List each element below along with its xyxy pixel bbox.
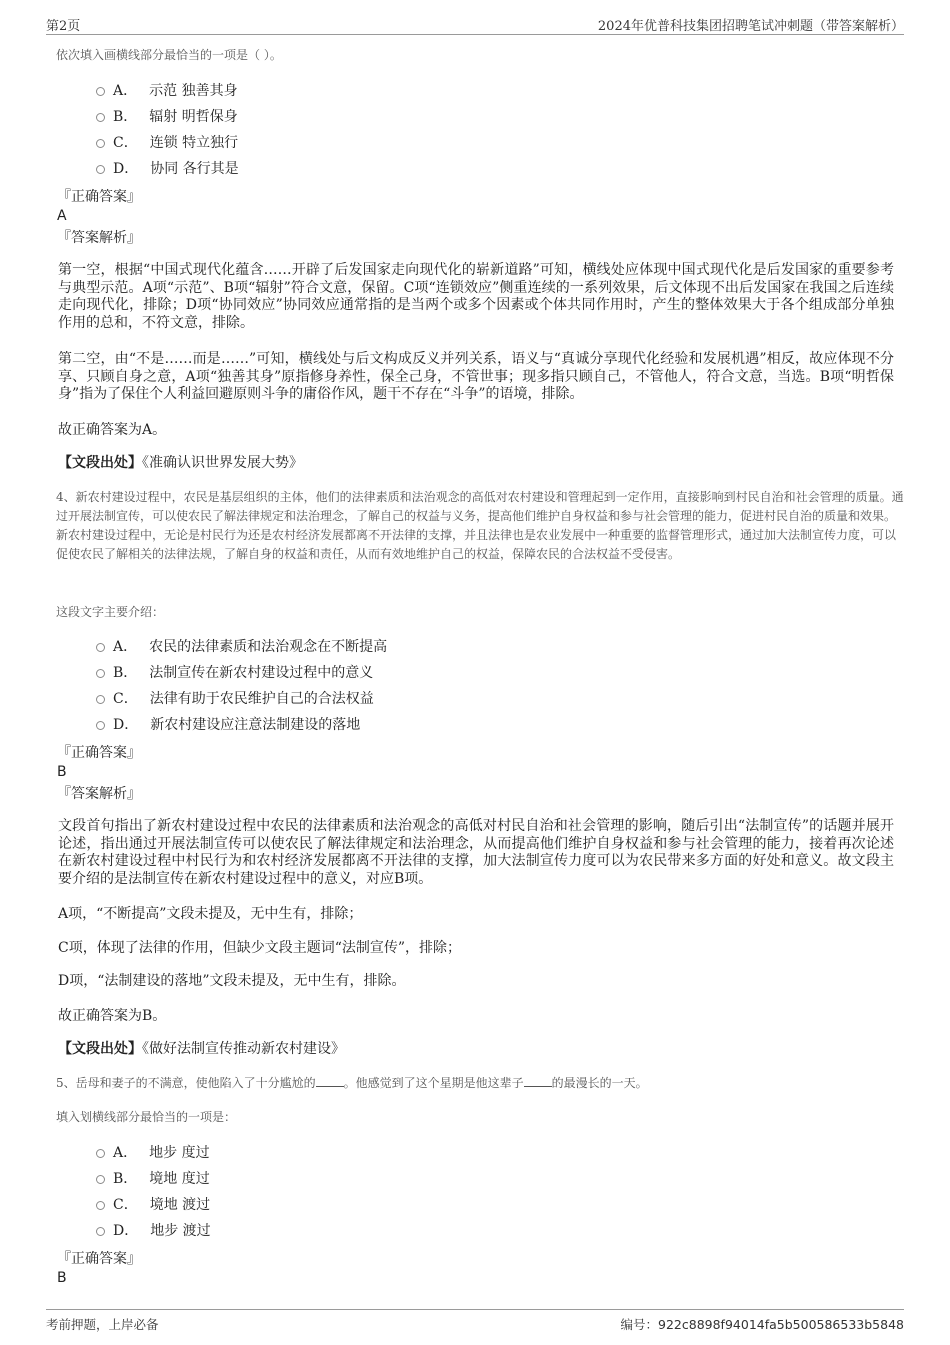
option-text: 协同 各行其是 xyxy=(150,161,239,177)
source-title: 《准确认识世界发展大势》 xyxy=(142,455,303,471)
option-key: B． xyxy=(113,109,138,125)
q5-option-d[interactable] xyxy=(96,1221,211,1241)
q5-prompt: 填入划横线部分最恰当的一项是： xyxy=(56,1110,237,1124)
option-key: C． xyxy=(113,691,138,707)
page-footer xyxy=(46,1309,904,1332)
q4-analysis-paragraph: A项，“不断提高”文段未提及，无中生有，排除； xyxy=(58,906,363,922)
radio-icon[interactable] xyxy=(96,1175,105,1184)
q4-analysis-paragraph: D项，“法制建设的落地”文段未提及，无中生有，排除。 xyxy=(58,973,406,989)
option-key: A． xyxy=(113,1145,138,1161)
q4-prompt: 这段文字主要介绍： xyxy=(56,605,165,619)
radio-icon[interactable] xyxy=(96,643,105,652)
radio-icon[interactable] xyxy=(96,1201,105,1210)
option-key: C． xyxy=(113,135,138,151)
q3-option-c[interactable] xyxy=(96,133,238,153)
passage-text: 的最漫长的一天。 xyxy=(551,1076,648,1090)
q3-option-a[interactable] xyxy=(96,81,238,101)
q4-analysis-paragraph: 文段首句指出了新农村建设过程中农民的法律素质和法治观念的高低对村民自治和社会管理的影响，随后引出“法制宣传”的话题并展开论述，指出通过开展法制宣传可以使农民了解法律规定和法治理念，从而提高他们维护自身权益和参与社会管理的能力，接着再次论述在新农村建设过程中村民行为和农村经济发展都离不开法律的支撑，加大法制宣传力度可以为农民带来多方面的好处和意义。故文段主要介绍的是法制宣传在新农村建设过程中的意义，对应B项。 xyxy=(58,818,894,887)
q3-analysis-label: 『答案解析』 xyxy=(57,230,141,246)
page-number: 第2页 xyxy=(46,19,81,34)
q3-analysis-paragraph: 第二空，由“不是……而是……”可知，横线处与后文构成反义并列关系，语义与“真诚分享现代化经验和发展机遇”相反，故应体现不分享、只顾自身之意，A项“独善其身”原指修身养性，保全己身，不管世事；现多指只顾自己，不管他人，符合文意，当选。B项“明哲保身”指为了保住个人利益回避原则斗争的庸俗作风，题干不存在“斗争”的语境，排除。 xyxy=(58,351,894,402)
q3-prompt: 依次填入画横线部分最恰当的一项是（ ）。 xyxy=(56,48,282,62)
option-text: 法律有助于农民维护自己的合法权益 xyxy=(149,691,374,707)
q4-analysis-label: 『答案解析』 xyxy=(57,786,141,802)
q5-option-c[interactable] xyxy=(96,1195,210,1215)
q3-conclusion: 故正确答案为A。 xyxy=(58,422,167,438)
q3-option-b[interactable] xyxy=(96,107,238,127)
question-number: 5、 xyxy=(56,1076,76,1090)
passage-text: 。他感觉到了这个星期是他这辈子 xyxy=(343,1076,524,1090)
q4-option-a[interactable] xyxy=(96,637,387,657)
radio-icon[interactable] xyxy=(96,87,105,96)
q4-answer: B xyxy=(57,764,67,780)
serial-label: 编号： xyxy=(620,1317,659,1332)
radio-icon[interactable] xyxy=(96,1149,105,1158)
q5-answer-label: 『正确答案』 xyxy=(57,1251,141,1267)
footer-slogan: 考前押题，上岸必备 xyxy=(46,1317,159,1332)
option-text: 农民的法律素质和法治观念在不断提高 xyxy=(149,639,388,655)
option-key: C． xyxy=(113,1197,138,1213)
option-key: A． xyxy=(113,639,138,655)
q4-option-c[interactable] xyxy=(96,689,374,709)
option-text: 连锁 特立独行 xyxy=(149,135,239,151)
option-text: 法制宣传在新农村建设过程中的意义 xyxy=(149,665,374,681)
q4-option-b[interactable] xyxy=(96,663,373,683)
option-key: D． xyxy=(113,161,139,177)
passage-text: 岳母和妻子的不满意，使他陷入了十分尴尬的 xyxy=(75,1076,316,1090)
radio-icon[interactable] xyxy=(96,165,105,174)
document-serial xyxy=(621,1315,905,1333)
q4-conclusion: 故正确答案为B。 xyxy=(58,1008,167,1024)
q4-passage xyxy=(56,488,904,564)
option-key: B． xyxy=(113,1171,138,1187)
page-header xyxy=(46,14,904,35)
serial-number: 922c8898f94014fa5b500586533b5848 xyxy=(658,1317,904,1332)
radio-icon[interactable] xyxy=(96,113,105,122)
option-text: 新农村建设应注意法制建设的落地 xyxy=(150,717,361,733)
option-key: D． xyxy=(113,1223,139,1239)
q5-passage xyxy=(56,1074,648,1093)
q5-option-b[interactable] xyxy=(96,1169,210,1189)
option-key: A． xyxy=(113,83,138,99)
radio-icon[interactable] xyxy=(96,139,105,148)
q3-source xyxy=(58,453,303,473)
q5-option-a[interactable] xyxy=(96,1143,210,1163)
option-text: 示范 独善其身 xyxy=(149,83,238,99)
q5-answer: B xyxy=(57,1270,67,1286)
option-text: 地步 渡过 xyxy=(150,1223,211,1239)
option-text: 境地 渡过 xyxy=(149,1197,211,1213)
document-title: 2024年优普科技集团招聘笔试冲刺题（带答案解析） xyxy=(597,19,904,34)
radio-icon[interactable] xyxy=(96,721,105,730)
question-number: 4、 xyxy=(56,490,76,504)
option-key: D． xyxy=(113,717,139,733)
option-text: 境地 度过 xyxy=(149,1171,210,1187)
q3-answer: A xyxy=(57,208,67,224)
radio-icon[interactable] xyxy=(96,1227,105,1236)
q4-option-d[interactable] xyxy=(96,715,360,735)
passage-text: 新农村建设过程中，农民是基层组织的主体，他们的法律素质和法治观念的高低对农村建设和管理起到一定作用，直接影响到村民自治和社会管理的质量。通过开展法制宣传，可以使农民了解法律规定和法治理念，了解自己的权益与义务，提高他们维护自身权益和参与社会管理的能力，促进村民自治的质量和效果。新农村建设过程中，无论是村民行为还是农村经济发展都离不开法律的支撑，并且法律也是农业发展中一种重要的监督管理形式，通过加大法制宣传力度，可以促使农民了解相关的法律法规，了解自身的权益和责任，从而有效地维护自己的权益，保障农民的合法权益不受侵害。 xyxy=(56,490,904,561)
source-label: 【文段出处】 xyxy=(58,455,142,471)
blank-line xyxy=(524,1074,552,1087)
source-label: 【文段出处】 xyxy=(58,1041,142,1057)
blank-line xyxy=(316,1074,344,1087)
q3-option-d[interactable] xyxy=(96,159,239,179)
option-text: 地步 度过 xyxy=(149,1145,210,1161)
q3-answer-label: 『正确答案』 xyxy=(57,189,141,205)
q3-analysis-paragraph: 第一空，根据“中国式现代化蕴含……开辟了后发国家走向现代化的崭新道路”可知，横线处应体现中国式现代化是后发国家的重要参考与典型示范。A项“示范”、B项“辐射”符合文意，保留。C项“连锁效应”侧重连续的一系列效果，后文体现不出后发国家在我国之后连续走向现代化，排除；D项“协同效应”协同效应通常指的是当两个或多个因素或个体共同作用时，产生的整体效果大于各个组成部分单独作用的总和，不符文意，排除。 xyxy=(58,262,894,331)
radio-icon[interactable] xyxy=(96,669,105,678)
source-title: 《做好法制宣传推动新农村建设》 xyxy=(142,1041,345,1057)
q4-answer-label: 『正确答案』 xyxy=(57,745,141,761)
q4-analysis-paragraph: C项，体现了法律的作用，但缺少文段主题词“法制宣传”，排除； xyxy=(58,940,462,956)
q4-source xyxy=(58,1039,345,1059)
option-key: B． xyxy=(113,665,138,681)
radio-icon[interactable] xyxy=(96,695,105,704)
option-text: 辐射 明哲保身 xyxy=(149,109,238,125)
